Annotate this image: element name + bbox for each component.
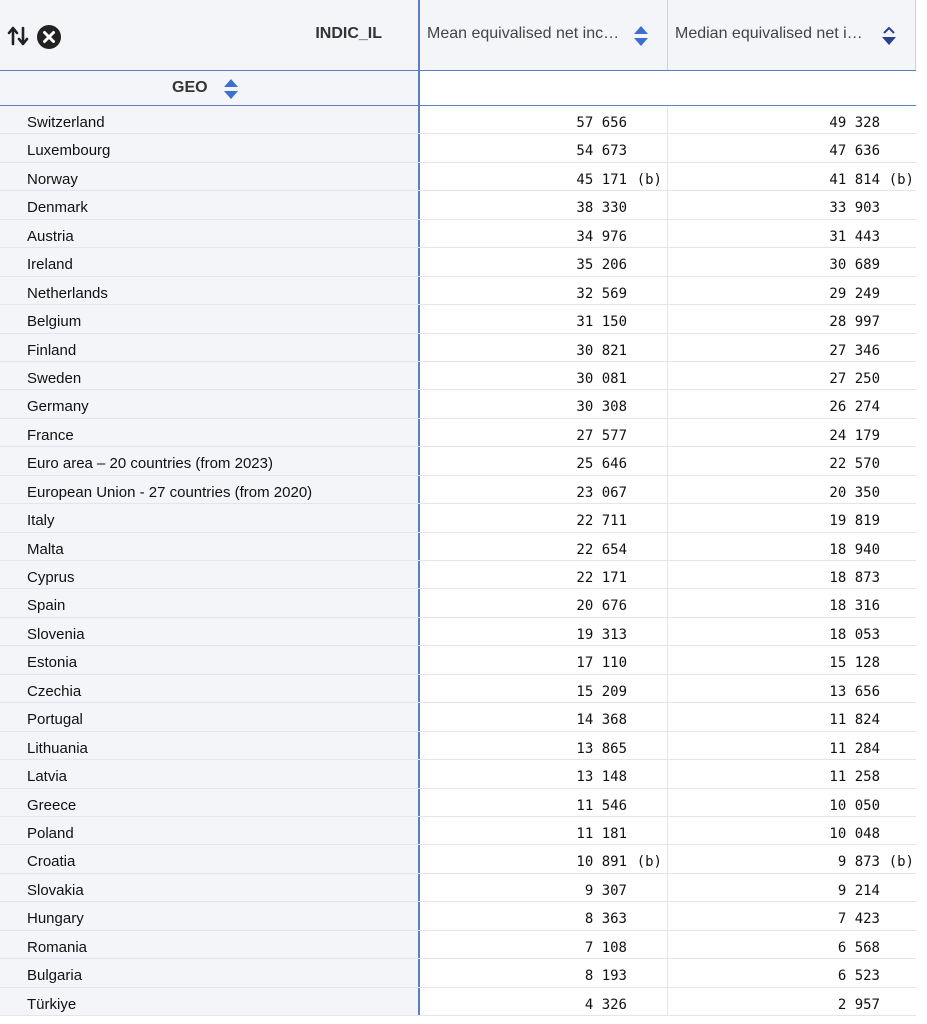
- median-income-cell: [667, 589, 916, 616]
- mean-income-cell: [420, 902, 667, 929]
- mean-income-value: 45 171: [576, 171, 627, 188]
- mean-income-cell: [420, 732, 667, 759]
- mean-income-cell: [420, 476, 667, 503]
- mean-income-cell: [420, 931, 667, 958]
- mean-income-value: 17 110: [576, 655, 627, 672]
- sort-up-down-icon[interactable]: [633, 25, 649, 47]
- geo-cell[interactable]: Luxembourg: [0, 134, 418, 161]
- median-income-cell: [667, 817, 916, 844]
- median-income-cell: [667, 675, 916, 702]
- median-income-value: 13 656: [829, 683, 880, 700]
- geo-cell[interactable]: France: [0, 419, 418, 446]
- mean-income-value: 22 171: [576, 570, 627, 586]
- median-income-cell: [667, 533, 916, 560]
- median-income-cell: [667, 760, 916, 787]
- geo-cell[interactable]: Czechia: [0, 675, 418, 702]
- mean-income-cell: [420, 191, 667, 218]
- table-row: [0, 817, 916, 845]
- mean-income-value: 31 150: [576, 314, 627, 331]
- mean-income-cell: [420, 134, 667, 161]
- column-header-mean-label: Mean equivalised net inc…: [427, 25, 620, 42]
- geo-cell[interactable]: Switzerland: [0, 106, 418, 133]
- median-income-value: 24 179: [829, 427, 880, 444]
- sort-up-down-icon[interactable]: [222, 78, 240, 100]
- geo-cell[interactable]: Lithuania: [0, 732, 418, 759]
- table-row: [0, 419, 916, 447]
- mean-income-value: 57 656: [576, 115, 627, 131]
- median-income-value: 11 824: [829, 712, 880, 729]
- mean-income-value: 8 363: [584, 911, 627, 928]
- median-income-value: 11 284: [829, 740, 880, 757]
- mean-income-value: 38 330: [576, 200, 627, 217]
- median-income-cell: [667, 390, 916, 417]
- mean-income-cell: [420, 390, 667, 417]
- mean-income-value: 30 081: [576, 370, 627, 387]
- median-income-value: 26 274: [829, 399, 880, 416]
- table-row: [0, 390, 916, 418]
- table-row: [0, 561, 916, 589]
- median-income-flag: (b): [888, 854, 914, 871]
- geo-cell[interactable]: Slovenia: [0, 618, 418, 645]
- mean-income-cell: [420, 845, 667, 872]
- geo-cell[interactable]: Estonia: [0, 646, 418, 673]
- column-header-median[interactable]: [667, 0, 916, 70]
- table-row: [0, 106, 916, 134]
- median-income-value: 27 250: [829, 370, 880, 387]
- median-income-value: 2 957: [837, 996, 880, 1013]
- geo-cell[interactable]: Belgium: [0, 305, 418, 332]
- median-income-value: 31 443: [829, 228, 880, 245]
- geo-cell[interactable]: Türkiye: [0, 988, 418, 1015]
- mean-income-cell: [420, 874, 667, 901]
- mean-income-value: 14 368: [576, 712, 627, 729]
- mean-income-flag: (b): [636, 854, 662, 871]
- table-row: [0, 334, 916, 362]
- mean-income-value: 25 646: [576, 456, 627, 473]
- table-row: [0, 191, 916, 219]
- table-row: [0, 134, 916, 162]
- geo-cell[interactable]: Netherlands: [0, 277, 418, 304]
- median-income-value: 18 940: [829, 541, 880, 558]
- median-income-value: 10 050: [829, 797, 880, 814]
- sort-down-icon[interactable]: [881, 25, 897, 47]
- geo-cell[interactable]: Bulgaria: [0, 959, 418, 986]
- mean-income-value: 11 181: [576, 825, 627, 842]
- mean-income-cell: [420, 618, 667, 645]
- median-income-value: 18 873: [829, 570, 880, 586]
- geo-cell[interactable]: Malta: [0, 533, 418, 560]
- table-row: [0, 732, 916, 760]
- median-income-value: 33 903: [829, 200, 880, 217]
- geo-cell[interactable]: Portugal: [0, 703, 418, 730]
- column-divider: [418, 71, 420, 105]
- clear-circle-icon[interactable]: [36, 24, 62, 50]
- geo-cell[interactable]: Italy: [0, 504, 418, 531]
- geo-cell[interactable]: Greece: [0, 789, 418, 816]
- median-income-cell: [667, 163, 916, 190]
- table-row: [0, 845, 916, 873]
- median-income-cell: [667, 618, 916, 645]
- mean-income-cell: [420, 419, 667, 446]
- geo-cell[interactable]: Poland: [0, 817, 418, 844]
- mean-income-value: 19 313: [576, 626, 627, 643]
- geo-cell[interactable]: Croatia: [0, 845, 418, 872]
- geo-cell[interactable]: Hungary: [0, 902, 418, 929]
- median-income-value: 28 997: [829, 314, 880, 331]
- mean-income-cell: [420, 817, 667, 844]
- indic-il-label: INDIC_IL: [315, 25, 382, 42]
- geo-cell[interactable]: Euro area – 20 countries (from 2023): [0, 447, 418, 474]
- mean-income-cell: [420, 106, 667, 133]
- mean-income-cell: [420, 760, 667, 787]
- table-row: [0, 675, 916, 703]
- mean-income-cell: [420, 988, 667, 1015]
- median-income-value: 6 523: [837, 968, 880, 985]
- table-row: [0, 902, 916, 930]
- table-row: [0, 646, 916, 674]
- mean-income-value: 11 546: [576, 797, 627, 814]
- table-row: [0, 305, 916, 333]
- table-row: [0, 789, 916, 817]
- geo-cell[interactable]: Denmark: [0, 191, 418, 218]
- median-income-cell: [667, 476, 916, 503]
- mean-income-value: 27 577: [576, 427, 627, 444]
- table-row: [0, 589, 916, 617]
- mean-income-cell: [420, 533, 667, 560]
- header-corner: [0, 0, 418, 70]
- geo-cell[interactable]: Slovakia: [0, 874, 418, 901]
- mean-income-value: 15 209: [576, 683, 627, 700]
- geo-cell[interactable]: Norway: [0, 163, 418, 190]
- median-income-value: 9 873: [837, 854, 880, 871]
- mean-income-value: 22 654: [576, 541, 627, 558]
- geo-header-row: [0, 71, 916, 106]
- mean-income-value: 4 326: [584, 996, 627, 1013]
- mean-income-cell: [420, 959, 667, 986]
- mean-income-value: 32 569: [576, 285, 627, 302]
- median-income-cell: [667, 874, 916, 901]
- table-body: [0, 106, 916, 1016]
- mean-income-value: 30 821: [576, 342, 627, 359]
- mean-income-cell: [420, 561, 667, 588]
- geo-cell[interactable]: Ireland: [0, 248, 418, 275]
- median-income-value: 10 048: [829, 825, 880, 842]
- geo-cell[interactable]: Cyprus: [0, 561, 418, 588]
- median-income-value: 27 346: [829, 342, 880, 359]
- median-income-value: 30 689: [829, 257, 880, 274]
- table-row: [0, 618, 916, 646]
- table-row: [0, 533, 916, 561]
- median-income-value: 15 128: [829, 655, 880, 672]
- geo-cell[interactable]: Austria: [0, 220, 418, 247]
- median-income-cell: [667, 646, 916, 673]
- table-row: [0, 362, 916, 390]
- mean-income-value: 22 711: [576, 513, 627, 530]
- column-header-mean[interactable]: [418, 0, 667, 70]
- mean-income-cell: [420, 447, 667, 474]
- median-income-value: 22 570: [829, 456, 880, 473]
- median-income-cell: [667, 362, 916, 389]
- median-income-cell: [667, 732, 916, 759]
- mean-income-value: 7 108: [584, 939, 627, 956]
- table-row: [0, 874, 916, 902]
- median-income-cell: [667, 504, 916, 531]
- mean-income-value: 9 307: [584, 882, 627, 899]
- geo-cell[interactable]: Germany: [0, 390, 418, 417]
- median-income-cell: [667, 106, 916, 133]
- median-income-value: 18 316: [829, 598, 880, 615]
- median-income-cell: [667, 334, 916, 361]
- geo-cell[interactable]: European Union - 27 countries (from 2020): [0, 476, 418, 503]
- mean-income-value: 8 193: [584, 968, 627, 985]
- geo-cell[interactable]: Spain: [0, 589, 418, 616]
- geo-label: GEO: [172, 79, 208, 96]
- mean-income-cell: [420, 334, 667, 361]
- geo-cell[interactable]: Sweden: [0, 362, 418, 389]
- table-row: [0, 220, 916, 248]
- median-income-cell: [667, 931, 916, 958]
- mean-income-cell: [420, 675, 667, 702]
- mean-income-value: 35 206: [576, 257, 627, 274]
- mean-income-flag: (b): [636, 171, 662, 188]
- median-income-cell: [667, 561, 916, 588]
- median-income-value: 49 328: [829, 115, 880, 131]
- sort-arrows-icon[interactable]: [6, 24, 30, 48]
- table-row: [0, 248, 916, 276]
- median-income-value: 7 423: [837, 911, 880, 928]
- geo-header[interactable]: [0, 71, 418, 105]
- table-row: [0, 163, 916, 191]
- mean-income-cell: [420, 163, 667, 190]
- geo-cell[interactable]: Latvia: [0, 760, 418, 787]
- mean-income-cell: [420, 362, 667, 389]
- median-income-value: 47 636: [829, 143, 880, 160]
- median-income-value: 29 249: [829, 285, 880, 302]
- mean-income-cell: [420, 646, 667, 673]
- table-row: [0, 988, 916, 1016]
- median-income-cell: [667, 277, 916, 304]
- median-income-value: 41 814: [829, 171, 880, 188]
- mean-income-cell: [420, 703, 667, 730]
- median-income-cell: [667, 248, 916, 275]
- table-row: [0, 703, 916, 731]
- mean-income-value: 10 891: [576, 854, 627, 871]
- mean-income-cell: [420, 789, 667, 816]
- table-row: [0, 504, 916, 532]
- mean-income-cell: [420, 248, 667, 275]
- median-income-value: 9 214: [837, 882, 880, 899]
- median-income-cell: [667, 902, 916, 929]
- geo-cell[interactable]: Romania: [0, 931, 418, 958]
- median-income-cell: [667, 419, 916, 446]
- median-income-cell: [667, 305, 916, 332]
- median-income-value: 11 258: [829, 769, 880, 786]
- median-income-cell: [667, 134, 916, 161]
- median-income-value: 20 350: [829, 484, 880, 501]
- geo-cell[interactable]: Finland: [0, 334, 418, 361]
- median-income-flag: (b): [888, 171, 914, 188]
- mean-income-cell: [420, 589, 667, 616]
- mean-income-value: 20 676: [576, 598, 627, 615]
- median-income-cell: [667, 988, 916, 1015]
- mean-income-value: 13 148: [576, 769, 627, 786]
- table-row: [0, 277, 916, 305]
- table-row: [0, 447, 916, 475]
- median-income-cell: [667, 220, 916, 247]
- median-income-cell: [667, 703, 916, 730]
- table-row: [0, 476, 916, 504]
- median-income-value: 19 819: [829, 513, 880, 530]
- median-income-cell: [667, 789, 916, 816]
- mean-income-value: 34 976: [576, 228, 627, 245]
- mean-income-value: 54 673: [576, 143, 627, 160]
- table-row: [0, 959, 916, 987]
- mean-income-value: 30 308: [576, 399, 627, 416]
- table-header: [0, 0, 916, 71]
- median-income-cell: [667, 447, 916, 474]
- table-row: [0, 760, 916, 788]
- mean-income-value: 13 865: [576, 740, 627, 757]
- median-income-cell: [667, 845, 916, 872]
- table-row: [0, 931, 916, 959]
- median-income-cell: [667, 191, 916, 218]
- mean-income-cell: [420, 305, 667, 332]
- mean-income-cell: [420, 277, 667, 304]
- median-income-cell: [667, 959, 916, 986]
- mean-income-cell: [420, 504, 667, 531]
- column-header-median-label: Median equivalised net i…: [675, 25, 863, 42]
- median-income-value: 18 053: [829, 626, 880, 643]
- mean-income-cell: [420, 220, 667, 247]
- mean-income-value: 23 067: [576, 484, 627, 501]
- median-income-value: 6 568: [837, 939, 880, 956]
